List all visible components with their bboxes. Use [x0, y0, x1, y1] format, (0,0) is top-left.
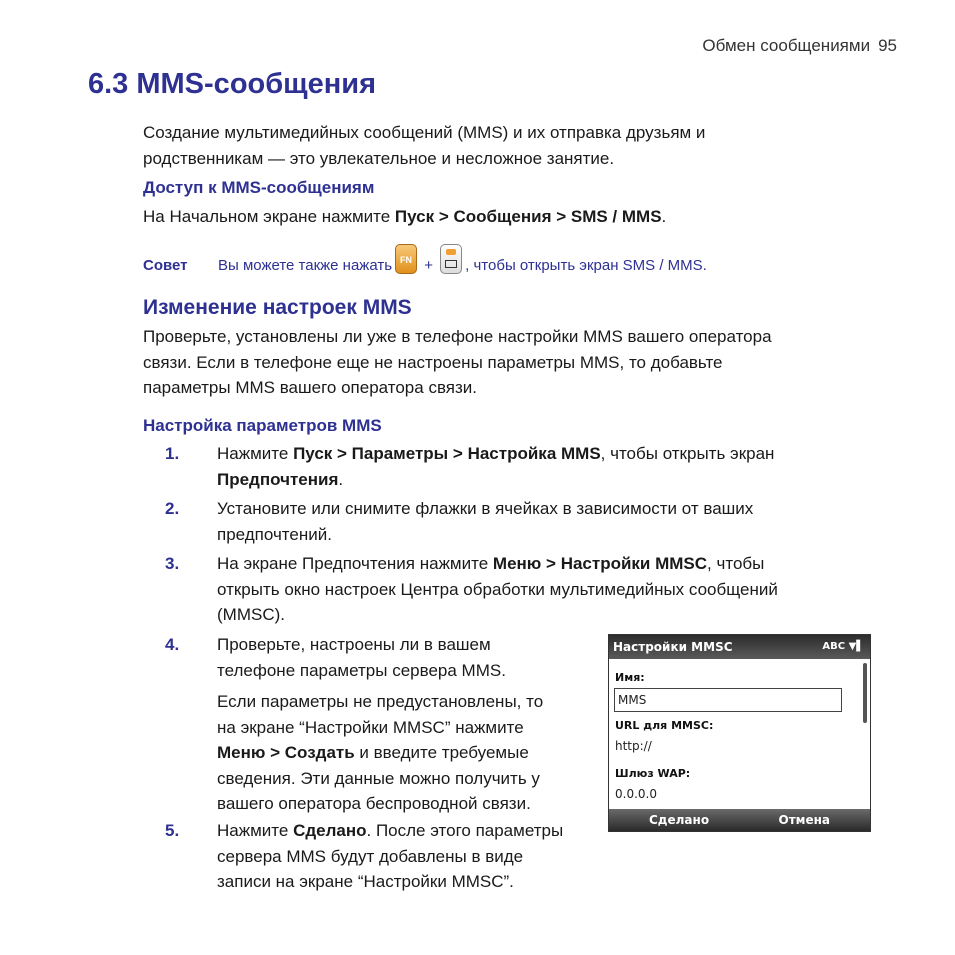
phone-title-bar — [609, 635, 870, 659]
fn-key-icon: FN — [395, 244, 417, 274]
access-end: . — [661, 207, 667, 226]
step-text-part: , чтобы открыть экран — [600, 444, 775, 463]
step-number: 3. — [165, 554, 180, 573]
access-heading: Доступ к MMS-сообщениям — [143, 178, 375, 197]
step-text-part: телефоне параметры сервера MMS. — [217, 660, 506, 680]
path-sep: > — [265, 743, 285, 762]
path-sep: > — [551, 207, 571, 226]
path-sep: > — [434, 207, 454, 226]
step-number: 1. — [165, 444, 180, 463]
step-text-part: , чтобы — [707, 554, 765, 573]
button-done-ref: Сделано — [293, 821, 367, 840]
step-text-part: Если параметры не предустановлены, то — [217, 692, 544, 711]
name-label: Имя: — [615, 671, 645, 684]
menu-sms-mms: SMS / MMS — [570, 207, 662, 226]
menu-messages: Сообщения — [453, 207, 552, 226]
path-sep: > — [332, 444, 352, 463]
tip-text-pre: Вы можете также нажать — [218, 257, 393, 274]
setup-heading: Настройка параметров MMS — [143, 416, 382, 435]
access-instructions — [143, 204, 666, 230]
step-text-part: сервера MMS будут добавлены в виде — [217, 846, 524, 866]
step-number: 2. — [165, 499, 180, 518]
signal-icon: ▼▌ — [848, 641, 864, 652]
running-head-section: Обмен сообщениями — [702, 36, 871, 55]
chapter-title: 6.3 MMS-сообщения — [88, 68, 377, 100]
screen-preferences: Предпочтения — [217, 469, 339, 489]
phone-scrollbar — [863, 663, 867, 723]
step-text-part: На экране Предпочтения нажмите — [217, 554, 493, 573]
wap-label: Шлюз WAP: — [615, 767, 691, 780]
tip-label: Совет — [143, 257, 188, 274]
menu-start: Пуск — [293, 444, 333, 463]
intro-line: Создание мультимедийных сообщений (MMS) и их отправка друзьям и — [143, 123, 706, 142]
step-text-part: предпочтений. — [217, 524, 332, 544]
input-mode-indicator: ABC — [822, 641, 846, 652]
step-text-part: вашего оператора беспроводной связи. — [217, 794, 531, 813]
change-line: параметры MMS вашего оператора связи. — [143, 378, 477, 397]
phone-status — [822, 635, 864, 659]
step-text-part: записи на экране “Настройки MMSC”. — [217, 872, 514, 891]
step-text-part: Нажмите — [217, 821, 294, 840]
step-number: 5. — [165, 821, 180, 840]
step-text-part: на экране “Настройки MMSC” нажмите — [217, 717, 524, 737]
messaging-key-icon — [440, 244, 462, 274]
tip-note — [143, 244, 707, 274]
softkey-cancel[interactable]: Отмена — [778, 813, 830, 827]
phone-title: Настройки MMSC — [613, 640, 733, 654]
phone-softkeys — [609, 809, 870, 831]
step-text-part: Проверьте, настроены ли в вашем — [217, 635, 491, 654]
access-text: На Начальном экране нажмите — [143, 207, 395, 226]
step-text-part: . После этого параметры — [366, 821, 564, 840]
change-line: связи. Если в телефоне еще не настроены параметры MMS, то добавьте — [143, 352, 723, 372]
url-label: URL для MMSC: — [615, 719, 714, 732]
step-text-part: сведения. Эти данные можно получить у — [217, 768, 540, 788]
step-text-part: открыть окно настроек Центра обработки мультимедийных сообщений — [217, 579, 778, 599]
step-text — [217, 551, 778, 628]
step-text — [217, 496, 753, 547]
name-field[interactable]: MMS — [614, 688, 842, 712]
menu-create: Создать — [284, 743, 355, 762]
path-sep: > — [448, 444, 468, 463]
change-settings-heading: Изменение настроек MMS — [143, 296, 412, 319]
running-head — [702, 36, 897, 56]
page-number: 95 — [878, 36, 897, 55]
menu-start: Пуск — [394, 207, 435, 226]
menu-mmsc-settings: Настройки MMSC — [560, 554, 708, 573]
menu-mms-setup: Настройка MMS — [467, 444, 601, 463]
step-text — [217, 632, 543, 817]
intro-line: родственникам — это увлекательное и несложное занятие. — [143, 148, 615, 168]
step-text — [217, 441, 774, 492]
tip-text-post: , чтобы открыть экран SMS / MMS. — [465, 257, 707, 274]
softkey-done[interactable]: Сделано — [649, 813, 710, 827]
change-line: Проверьте, установлены ли уже в телефоне настройки MMS вашего оператора — [143, 327, 772, 346]
step-text-part: (MMSC). — [217, 605, 285, 624]
step-text-part: . — [338, 469, 344, 489]
step-text-part: и введите требуемые — [354, 743, 529, 762]
change-settings-paragraph — [143, 324, 883, 401]
menu-menu: Меню — [217, 743, 266, 762]
step-number: 4. — [165, 635, 180, 654]
step-text — [217, 818, 563, 895]
step-text-part: Установите или снимите флажки в ячейках в зависимости от ваших — [217, 499, 754, 518]
step-text-part: Нажмите — [217, 444, 294, 463]
wap-value[interactable]: 0.0.0.0 — [615, 787, 657, 801]
phone-screenshot-mmsc-settings — [608, 634, 871, 832]
menu-settings: Параметры — [351, 444, 449, 463]
intro-paragraph — [143, 120, 843, 171]
url-value[interactable]: http:// — [615, 739, 652, 753]
menu-menu: Меню — [492, 554, 542, 573]
tip-plus: + — [420, 257, 438, 274]
path-sep: > — [541, 554, 561, 573]
